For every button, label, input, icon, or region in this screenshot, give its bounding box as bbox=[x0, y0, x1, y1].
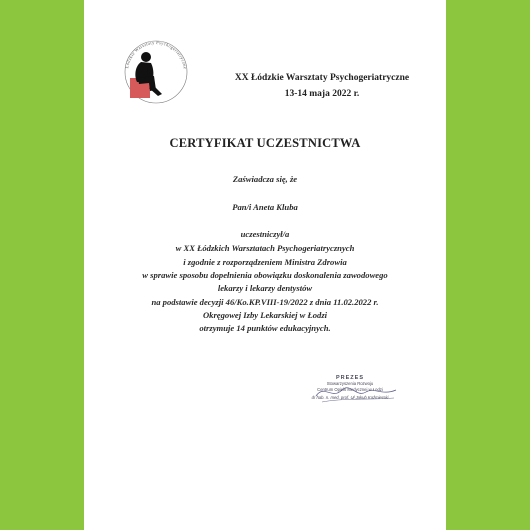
logo-ring-text: Łódzkie Warsztaty Psychogeriatryczne bbox=[124, 39, 188, 70]
body-line: uczestniczył/a bbox=[240, 229, 290, 239]
body-line: na podstawie decyzji 46/Ko.KP.VIII-19/2022 z dnia 11.02.2022 r. bbox=[151, 297, 379, 307]
event-header bbox=[212, 70, 432, 102]
stamp-line: Stowarzyszenia Rozwoju bbox=[326, 381, 374, 387]
certificate-title: CERTYFIKAT UCZESTNICTWA bbox=[169, 136, 361, 150]
participant-name: Pan/i Aneta Kluba bbox=[232, 202, 298, 212]
conference-logo bbox=[120, 36, 192, 108]
stamp-signature-line: dr hab. n. med. prof. Uł Jakub Kaźmierski bbox=[311, 395, 389, 401]
body-line: Okręgowej Izby Lekarskiej w Łodzi bbox=[202, 310, 328, 320]
certifies-line: Zaświadcza się, że bbox=[232, 174, 298, 184]
certificate-sheet bbox=[84, 0, 446, 530]
stamp-line: Centrum Opieki Medycznej w Łodzi bbox=[317, 386, 383, 392]
body-line: i zgodnie z rozporządzeniem Ministra Zdrowia bbox=[183, 257, 347, 267]
event-name: XX Łódzkie Warsztaty Psychogeriatryczne bbox=[234, 73, 410, 83]
body-line: w sprawie sposobu dopełnienia obowiązku doskonalenia zawodowego bbox=[142, 270, 388, 280]
stamp-role: PREZES bbox=[335, 375, 364, 381]
body-line: w XX Łódzkich Warsztatach Psychogeriatrycznych bbox=[175, 243, 355, 253]
body-line: otrzymuje 14 punktów edukacyjnych. bbox=[199, 323, 331, 333]
event-dates: 13-14 maja 2022 r. bbox=[284, 89, 360, 99]
body-line: lekarzy i lekarzy dentystów bbox=[217, 283, 313, 293]
handwritten-signature bbox=[312, 376, 402, 406]
